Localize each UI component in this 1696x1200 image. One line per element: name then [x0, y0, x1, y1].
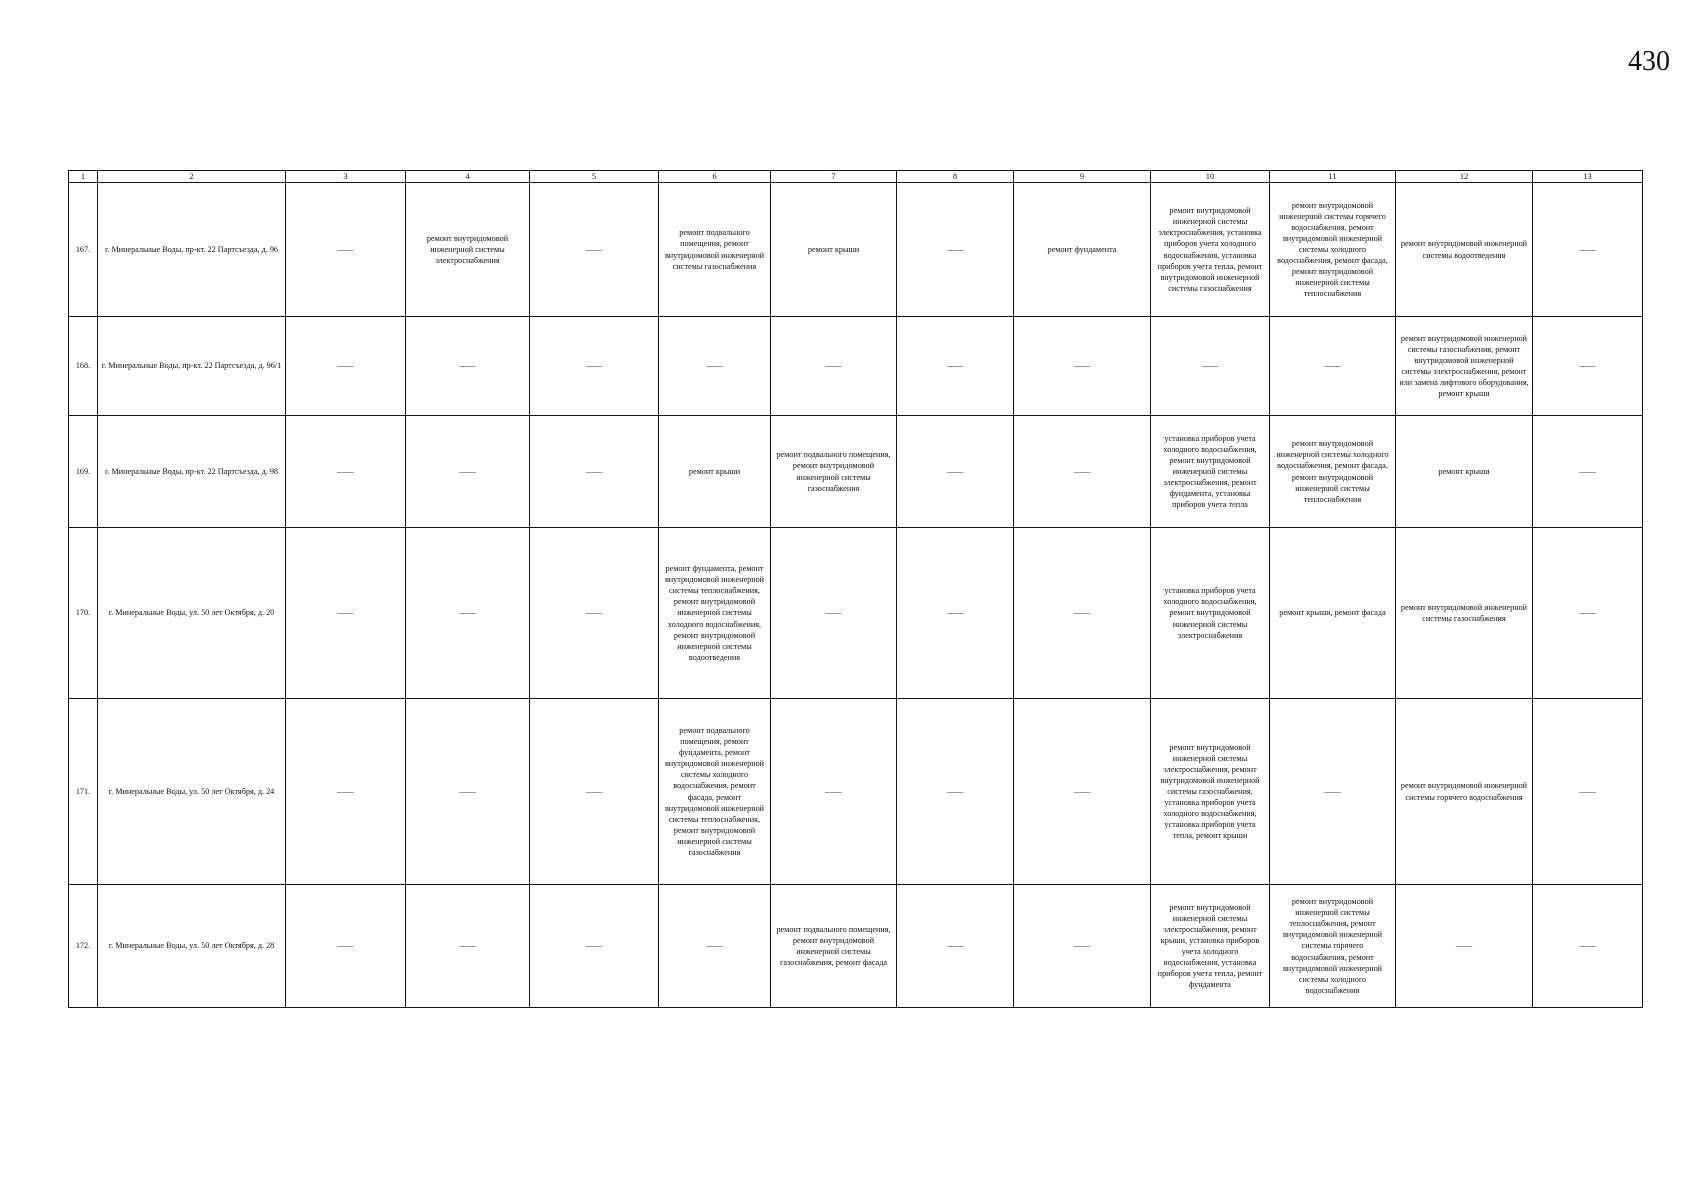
cell-col-12: ремонт внутридомовой инженерной системы горячего водоснабжения	[1396, 699, 1533, 885]
cell-col-8: ——	[897, 699, 1014, 885]
cell-col-12: ремонт крыши	[1396, 416, 1533, 528]
cell-col-11: ——	[1270, 699, 1396, 885]
cell-col-4: ——	[406, 528, 530, 699]
cell-col-4: ремонт внутридомовой инженерной системы электроснабжения	[406, 183, 530, 317]
cell-col-6: ремонт крыши	[659, 416, 771, 528]
cell-col-9: ремонт фундамента	[1014, 183, 1151, 317]
row-number: 168.	[69, 317, 98, 416]
address-cell: г. Минеральные Воды, пр-кт. 22 Партсъезда, д. 96/1	[98, 317, 286, 416]
cell-col-6: ——	[659, 885, 771, 1008]
cell-col-5: ——	[530, 885, 659, 1008]
cell-col-12: ремонт внутридомовой инженерной системы водоотведения	[1396, 183, 1533, 317]
col-header-3: 3	[286, 171, 406, 183]
cell-col-9: ——	[1014, 699, 1151, 885]
col-header-2: 2	[98, 171, 286, 183]
cell-col-9: ——	[1014, 885, 1151, 1008]
table-row	[69, 317, 1643, 416]
repair-schedule-table	[68, 170, 1643, 1008]
row-number: 169.	[69, 416, 98, 528]
col-header-11: 11	[1270, 171, 1396, 183]
cell-col-3: ——	[286, 885, 406, 1008]
cell-col-3: ——	[286, 416, 406, 528]
cell-col-5: ——	[530, 317, 659, 416]
cell-col-6: ремонт подвального помещения, ремонт фундамента, ремонт внутридомовой инженерной системы холодного водоснабжения, ремонт фасада, ремонт внутридомовой инженерной системы теплоснабжения, ремонт внутридомовой инженерной системы газоснабжения	[659, 699, 771, 885]
cell-col-7: ремонт подвального помещения, ремонт внутридомовой инженерной системы газоснабжения	[771, 416, 897, 528]
row-number: 170.	[69, 528, 98, 699]
table-row	[69, 699, 1643, 885]
cell-col-7: ——	[771, 317, 897, 416]
cell-col-3: ——	[286, 317, 406, 416]
table-row	[69, 183, 1643, 317]
table-row	[69, 885, 1643, 1008]
cell-col-7: ——	[771, 528, 897, 699]
cell-col-13: ——	[1533, 699, 1643, 885]
cell-col-9: ——	[1014, 528, 1151, 699]
cell-col-8: ——	[897, 317, 1014, 416]
cell-col-10: ремонт внутридомовой инженерной системы электроснабжения, ремонт крыши, установка приборов учета холодного водоснабжения, установка приборов учета тепла, ремонт фундамента	[1151, 885, 1270, 1008]
cell-col-10: ремонт внутридомовой инженерной системы электроснабжения, ремонт внутридомовой инженерной системы газоснабжения, установка приборов учета холодного водоснабжения, установка приборов учета тепла, ремонт крыши	[1151, 699, 1270, 885]
row-number: 172.	[69, 885, 98, 1008]
cell-col-10: ——	[1151, 317, 1270, 416]
cell-col-6: ——	[659, 317, 771, 416]
cell-col-8: ——	[897, 528, 1014, 699]
cell-col-10: ремонт внутридомовой инженерной системы электроснабжения, установка приборов учета холодного водоснабжения, установка приборов учета тепла, ремонт внутридомовой инженерной системы газоснабжения	[1151, 183, 1270, 317]
col-header-13: 13	[1533, 171, 1643, 183]
col-header-1: 1	[69, 171, 98, 183]
cell-col-11: ——	[1270, 317, 1396, 416]
table-row	[69, 416, 1643, 528]
col-header-9: 9	[1014, 171, 1151, 183]
cell-col-10: установка приборов учета холодного водоснабжения, ремонт внутридомовой инженерной системы электроснабжения	[1151, 528, 1270, 699]
row-number: 167.	[69, 183, 98, 317]
cell-col-6: ремонт подвального помещения, ремонт внутридомовой инженерной системы газоснабжения	[659, 183, 771, 317]
col-header-5: 5	[530, 171, 659, 183]
cell-col-5: ——	[530, 183, 659, 317]
cell-col-11: ремонт крыши, ремонт фасада	[1270, 528, 1396, 699]
cell-col-5: ——	[530, 528, 659, 699]
address-cell: г. Минеральные Воды, пр-кт. 22 Партсъезда, д. 98	[98, 416, 286, 528]
cell-col-13: ——	[1533, 416, 1643, 528]
col-header-12: 12	[1396, 171, 1533, 183]
cell-col-13: ——	[1533, 885, 1643, 1008]
cell-col-5: ——	[530, 416, 659, 528]
row-number: 171.	[69, 699, 98, 885]
cell-col-13: ——	[1533, 183, 1643, 317]
cell-col-11: ремонт внутридомовой инженерной системы теплоснабжения, ремонт внутридомовой инженерной системы горячего водоснабжения, ремонт внутридомовой инженерной системы холодного водоснабжения	[1270, 885, 1396, 1008]
cell-col-3: ——	[286, 183, 406, 317]
column-number-row	[69, 171, 1643, 183]
cell-col-3: ——	[286, 699, 406, 885]
cell-col-7: ремонт крыши	[771, 183, 897, 317]
cell-col-13: ——	[1533, 528, 1643, 699]
cell-col-7: ——	[771, 699, 897, 885]
cell-col-4: ——	[406, 416, 530, 528]
col-header-7: 7	[771, 171, 897, 183]
cell-col-8: ——	[897, 416, 1014, 528]
cell-col-9: ——	[1014, 416, 1151, 528]
cell-col-11: ремонт внутридомовой инженерной системы холодного водоснабжения, ремонт фасада, ремонт внутридомовой инженерной системы теплоснабжения	[1270, 416, 1396, 528]
cell-col-10: установка приборов учета холодного водоснабжения, ремонт внутридомовой инженерной системы электроснабжения, ремонт фундамента, установка приборов учета тепла	[1151, 416, 1270, 528]
col-header-6: 6	[659, 171, 771, 183]
cell-col-5: ——	[530, 699, 659, 885]
cell-col-12: ремонт внутридомовой инженерной системы газоснабжения, ремонт внутридомовой инженерной системы электроснабжения, ремонт или замена лифтового оборудования, ремонт крыши	[1396, 317, 1533, 416]
cell-col-9: ——	[1014, 317, 1151, 416]
address-cell: г. Минеральные Воды, ул. 50 лет Октября, д. 24	[98, 699, 286, 885]
col-header-4: 4	[406, 171, 530, 183]
cell-col-4: ——	[406, 317, 530, 416]
page-number: 430	[1628, 46, 1670, 77]
cell-col-4: ——	[406, 699, 530, 885]
cell-col-13: ——	[1533, 317, 1643, 416]
cell-col-8: ——	[897, 885, 1014, 1008]
cell-col-4: ——	[406, 885, 530, 1008]
col-header-10: 10	[1151, 171, 1270, 183]
table-row	[69, 528, 1643, 699]
cell-col-12: ——	[1396, 885, 1533, 1008]
cell-col-3: ——	[286, 528, 406, 699]
cell-col-11: ремонт внутридомовой инженерной системы горячего водоснабжения, ремонт внутридомовой инженерной системы холодного водоснабжения, ремонт фасада, ремонт внутридомовой инженерной системы теплоснабжения	[1270, 183, 1396, 317]
col-header-8: 8	[897, 171, 1014, 183]
cell-col-7: ремонт подвального помещения, ремонт внутридомовой инженерной системы газоснабжения, ремонт фасада	[771, 885, 897, 1008]
cell-col-8: ——	[897, 183, 1014, 317]
address-cell: г. Минеральные Воды, ул. 50 лет Октября, д. 28	[98, 885, 286, 1008]
cell-col-12: ремонт внутридомовой инженерной системы газоснабжения	[1396, 528, 1533, 699]
address-cell: г. Минеральные Воды, ул. 50 лет Октября, д. 20	[98, 528, 286, 699]
cell-col-6: ремонт фундамента, ремонт внутридомовой инженерной системы теплоснабжения, ремонт внутридомовой инженерной системы холодного водоснабжения, ремонт внутридомовой инженерной системы водоотведения	[659, 528, 771, 699]
address-cell: г. Минеральные Воды, пр-кт. 22 Партсъезда, д. 96	[98, 183, 286, 317]
